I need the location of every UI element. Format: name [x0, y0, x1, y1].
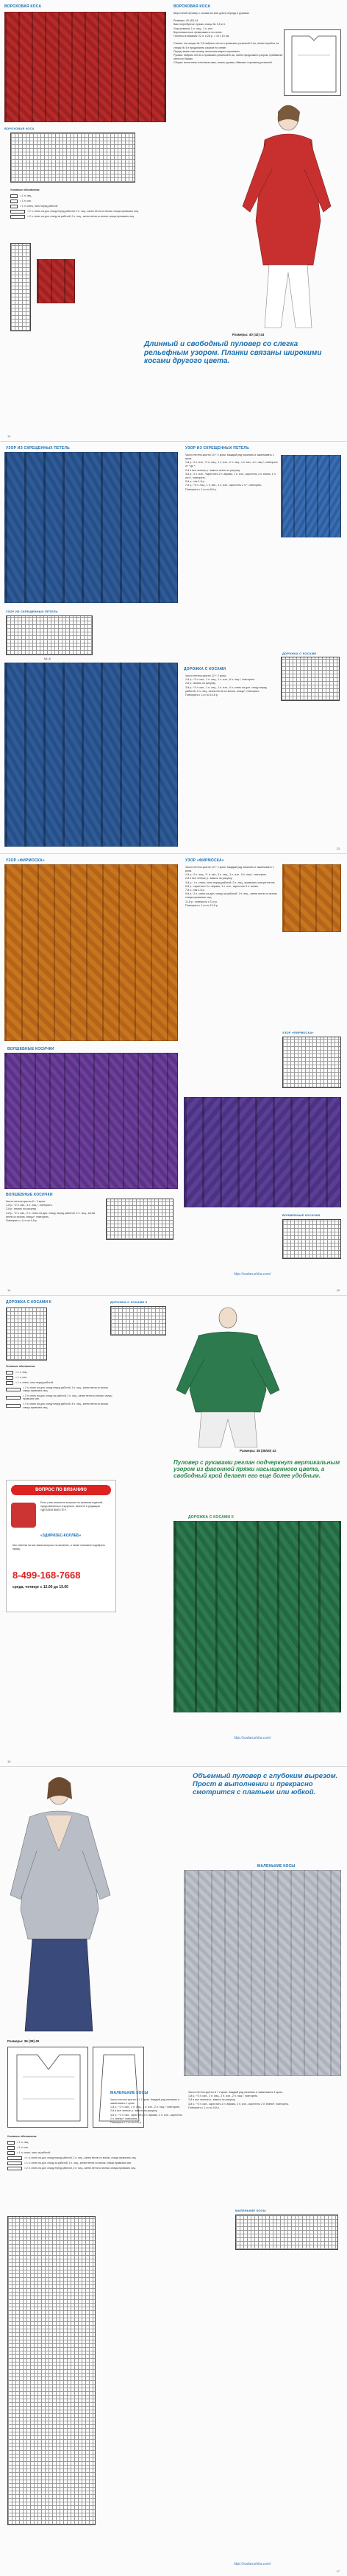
sizes-label: Размеры: 36 (38) 40 — [7, 2039, 40, 2043]
knit-swatch-photo-2 — [4, 663, 178, 847]
magazine-page-2 — [0, 442, 347, 854]
legend-symbol — [7, 2167, 22, 2170]
instructions-text-2: Число петель кратно 12 + 2 кром. 1-й р.: *2 п. изн., 1 п. лиц., 1 п. изн., 8 п. лиц.*, повторять. 2-й р.: вязать по рисунку. 3-й р.: *2 п. изн., 1 п. лиц., 1 п. изн., 4 п. снять на доп. спицу перед работой, 4 п. лиц., затем петли со вспом. спицы*, повторять. Повторять с 1-го по 10-й р. — [185, 674, 267, 697]
instructions-text: Число петель кратно 8 + 2 кром. Каждый ряд начинать и заканчивать 1 кром. 1-й р.: *2 п. изн., 2 п. лиц., 2 п. изн., 2 п. лиц.*, повторять. 2-й и все четные р.: вязать по рисунку. 3-й р.: *2 п. изн., скрестить 2 п. вправо, 2 п. изн., скрестить 2 п. влево*, повторять. Повторять с 1-го по 4-й р. — [110, 2097, 183, 2124]
knitting-chart-2 — [235, 2215, 338, 2250]
ad-product: «ЗДИРИЗЕС-КОЛЛЕБ» — [40, 1534, 82, 1538]
legend-symbol — [6, 1396, 21, 1400]
legend-text: = 1 п. снять на доп. спицу перед работой, 1 п. лиц., затем петлю со вспом. спицы провязать лиц. — [24, 2156, 137, 2159]
legend-title: Условные обозначения — [7, 2135, 37, 2138]
legend-row — [7, 2141, 154, 2145]
legend-symbol — [7, 2156, 22, 2160]
legend-row — [7, 2151, 154, 2155]
legend-symbol — [7, 2141, 15, 2145]
instructions-text: Число петель кратно 10 + 2 кром. Каждый ряд начинать и заканчивать 1 кром. 1-й р.: 2 п. лиц., *1 п. изн., 3 п. лиц., 1 п. изн., 5 п. лиц.*, повторять. 2-й и все четные р.: вязать по рисунку. 3-й р.: 1 п. снять, нить перед работой, 2 п. лиц., провязать снятую петлю. 5-й р.: скрестить 3 п. вправо, 1 п. изн., скрестить 3 п. влево. 7-й р.: как 1-й р. 9-й р.: 2 п. снять на доп. спицу за работой, 1 п. лиц., затем петли со вспом. спицы провязать лиц. 11-й р.: повторять с 3-го р. Повторять с 1-го по 12-й р. — [185, 865, 278, 907]
chart-title: ДОРОЖКА С КОСАМИ II — [110, 1300, 148, 1304]
side-chart — [10, 243, 31, 331]
legend-text: = 2 п. снять на доп. спицу за работой, 2 п. лиц., затем петли со вспом. спицы провязать лиц. — [27, 214, 135, 218]
ad-badge: ВОПРОС ПО ВЯЗАНИЮ — [11, 1485, 111, 1495]
ad-text: Если у вас возникли вопросы по вязанию изделий, представленных в журнале, звоните в редакцию «ДЕЛАЕМ ВМЕСТЕ». — [40, 1501, 103, 1512]
legend-symbol — [6, 1381, 13, 1385]
section-title: УЗОР «ФИРМОСКА» — [6, 858, 45, 863]
hotline-ad — [6, 1480, 116, 1612]
legend-title: Условные обозначения — [10, 188, 40, 191]
legend-symbol — [10, 210, 25, 214]
chart-title: ДОРОЖКА С КОСАМИ — [282, 652, 317, 655]
legend-row — [6, 1402, 116, 1409]
legend-text: = 1 п. лиц. — [15, 1370, 28, 1374]
legend-row — [10, 210, 166, 214]
model-illustration — [7, 1770, 118, 2035]
legend-text: = 1 п. снять, нить за работой — [17, 2150, 51, 2154]
legend-text: = 1 п. снять на доп. спицу за работой, 1 п. лиц., затем петлю со вспом. спицы провязать изн. — [24, 2161, 132, 2164]
swatch-photo-small — [282, 864, 341, 932]
description-blurb: Пуловер с рукавами реглан подчеркнут вертикальным узором из фасонной пряжи насыщенного цвета, а свободный крой делает его еще более удобным. — [174, 1459, 340, 1480]
right-column — [185, 858, 281, 908]
legend-row — [7, 2146, 154, 2150]
watermark-url[interactable]: http://sudarushka.com/ — [234, 2562, 271, 2566]
legend-row — [6, 1376, 116, 1380]
magazine-page-4 — [0, 1296, 347, 1767]
ad-subtext: Мы ответим на все ваши вопросы по вязанию, а также поможем подобрать пряжу. — [12, 1544, 105, 1551]
chart-label: М1–8 — [44, 657, 51, 660]
legend-row — [10, 205, 166, 208]
garment-schematic — [7, 2047, 88, 2128]
chart-title: УЗОР ИЗ СКРЕЩЕННЫХ ПЕТЕЛЬ — [6, 610, 58, 613]
legend-row — [10, 215, 166, 219]
legend-text: = 1 п. изн. — [15, 1375, 27, 1379]
legend-symbol — [6, 1371, 13, 1375]
page-number: 15 — [336, 1288, 340, 1292]
legend-symbol — [6, 1376, 13, 1380]
magazine-page-1 — [0, 0, 347, 442]
knit-swatch-photo-2 — [4, 1053, 178, 1189]
legend-text: = 1 п. снять, нить перед работой — [15, 1380, 54, 1384]
knit-swatch-photo — [4, 452, 178, 603]
legend-symbol — [7, 2162, 22, 2165]
chart-title: ВОРОХОВАЯ КОСА — [4, 127, 35, 130]
ad-phone[interactable]: 8-499-168-7668 — [12, 1570, 81, 1581]
legend-text: = 2 п. снять на доп. спицу перед работой, 2 п. лиц., затем петли со вспом. спицы провязать лиц. — [27, 209, 139, 213]
detail-swatch-photo — [37, 259, 75, 303]
section-title: ВОРОХОВАЯ КОСА — [174, 4, 211, 9]
magazine-page-5 — [0, 1767, 347, 2576]
page-number: 13 — [336, 846, 340, 850]
page-number: 14 — [7, 1288, 11, 1292]
knit-swatch-photo — [174, 1521, 341, 1712]
chart-title: УЗОР «ФИРМОСКА» — [282, 1031, 314, 1034]
chart-title: ВОЛШЕБНЫЕ КОСИЧКИ — [282, 1213, 321, 1217]
legend-text: = 1 п. изн. — [17, 2145, 29, 2149]
right-column — [174, 4, 284, 66]
section-title: ВОЛШЕБНЫЕ КОСИЧКИ — [7, 1047, 54, 1051]
legend-text: = 2 п. снять на доп. спицу перед работой, 2 п. лиц., затем петли со вспом. спицы провязать лиц. — [24, 2166, 136, 2170]
legend-symbol — [7, 2146, 15, 2150]
legend-symbol — [10, 205, 18, 208]
legend-row — [6, 1394, 116, 1401]
ad-hours: среда, четверг с 12.00 до 15.00 — [12, 1585, 68, 1589]
knitting-chart — [10, 133, 135, 183]
knitting-chart-2 — [110, 1306, 166, 1335]
instructions-text: Шерстяной пуловер с косами во всю длину переда и рукавов. Размеры: 40 (42) 44 Вам потребуется: пряжа, спицы № 3,5 и 4. Узор резинка: 1 п. лиц., 1 п. изн. Вороховая коса: провязывать по схеме. Плотность вязания: 22 п. и 28 р. = 10 x 10 см. Спинка: на спицах № 3,5 набрать петли и провязать резинкой 5 см, затем перейти на спицы № 4 и продолжить узором по схеме. Перед: вязать как спинку, выполняя вырез горловины. Рукава: набрать петли и провязать резинкой 6 см, затем продолжить узором, прибавляя петли по бокам. Сборка: выполнить плечевые швы, вшить рукава, обвязать горловину резинкой. — [174, 11, 283, 65]
legend-title: Условные обозначения — [6, 1365, 35, 1368]
legend-row — [6, 1381, 116, 1385]
legend-symbol — [10, 215, 25, 219]
knitting-chart-2 — [281, 657, 340, 701]
legend-text: = 1 п. лиц. — [20, 194, 32, 197]
left-column — [4, 4, 168, 10]
page-number: 12 — [7, 434, 11, 438]
knitting-chart-2 — [106, 1199, 174, 1240]
section-title: УЗОР ИЗ СКРЕЩЕННЫХ ПЕТЕЛЬ — [6, 446, 70, 451]
section-title: ДОРОЖКА С КОСАМИ II — [6, 1300, 51, 1305]
garment-schematic — [284, 29, 341, 96]
section-title: ДОРОЖКА С КОСАМИ II — [188, 1515, 234, 1520]
knitting-chart-3 — [282, 1219, 341, 1259]
instructions-text: Число петель кратно 10 + 2 кром. Каждый ряд начинать и заканчивать 1 кром. 1-й р.: 2 п. изн., *2 п. лиц., 1 п. изн., 2 п. лиц., 1 п. изн., 4 п. лиц.*, повторять от * до *. 2-й и все четные р.: вязать петли по рисунку. 3-й р.: 2 п. изн., *скрестить 2 п. вправо, 1 п. изн., скрестить 2 п. влево, 1 п. изн.*, повторять. 5-й р.: как 1-й р. 7-й р.: *2 п. лиц., 1 п. изн., 4 п. изн., скрестить 2 п.*, повторять. Повторять с 1-го по 8-й р. — [185, 453, 278, 491]
symbol-legend — [7, 2135, 154, 2172]
section-title: МАЛЕНЬКИЕ КОСЫ — [110, 2091, 149, 2095]
legend-symbol — [7, 2151, 15, 2155]
chart-title: МАЛЕНЬКИЕ КОСЫ — [235, 2209, 266, 2212]
swatch-photo-small — [281, 455, 341, 537]
legend-text: = 2 п. снять на доп. спицу за работой, 1 п. лиц., затем петли со вспом. спицы провязать изн. — [23, 1394, 112, 1401]
legend-text: = 1 п. снять, нить перед работой — [20, 204, 58, 208]
section-title: УЗОР ИЗ СКРЕЩЕННЫХ ПЕТЕЛЬ — [185, 446, 249, 451]
section-title: УЗОР «ФИРМОСКА» — [185, 858, 224, 863]
legend-row — [6, 1371, 116, 1375]
description-blurb: Объемный пуловер с глубоким вырезом. Прост в выполнении и прекрасно смотрится с платьем или юбкой. — [193, 1772, 338, 1796]
description-blurb: Длинный и свободный пуловер со слегка рельефным узором. Планки связаны широкими косами другого цвета. — [144, 340, 322, 365]
legend-row — [7, 2167, 154, 2170]
legend-row — [10, 200, 166, 203]
legend-row — [10, 194, 166, 198]
model-illustration — [169, 1302, 287, 1449]
legend-text: = 2 п. снять на доп. спицу перед работой, 1 п. лиц., затем петли со вспом. спицы провязать лиц. — [23, 1386, 109, 1393]
magazine-page-3 — [0, 854, 347, 1296]
model-illustration — [221, 96, 338, 331]
swatch-photo-3 — [184, 1097, 341, 1207]
legend-text: = 4 п. снять на доп. спицу перед работой, 4 п. лиц., затем петли со вспом. спицы провязать лиц. — [23, 1402, 109, 1409]
instructions-text-2: Число петель кратно 8 + 2 кром. Каждый ряд начинать и заканчивать 1 кром. 1-й р.: *2 п. изн., 2 п. лиц., 2 п. изн., 2 п. лиц.*, повторять. 2-й и все четные р.: вязать по рисунку. 3-й р.: *2 п. изн., скрестить 2 п. вправо, 2 п. изн., скрестить 2 п. влево*, повторять. Повторять с 1-го по 4-й р. — [188, 2091, 289, 2109]
legend-symbol — [6, 1388, 21, 1391]
knitting-chart — [6, 615, 93, 655]
knit-swatch-photo — [184, 1870, 341, 2076]
legend-text: = 1 п. лиц. — [17, 2140, 29, 2144]
legend-row — [7, 2162, 154, 2165]
legend-symbol — [6, 1404, 21, 1408]
middle-column — [110, 2091, 184, 2125]
section-title: ВОРОХОВАЯ КОСА — [4, 4, 42, 9]
page-number: 17 — [336, 2569, 340, 2573]
symbol-legend — [6, 1365, 116, 1411]
knit-swatch-photo — [4, 12, 166, 122]
knitting-chart — [7, 2216, 96, 2525]
knit-swatch-photo — [4, 864, 178, 1041]
symbol-legend — [10, 188, 166, 220]
page-number: 16 — [7, 1759, 11, 1763]
watermark-url[interactable]: http://sudarushka.com/ — [234, 1736, 271, 1740]
section-title: ВОЛШЕБНЫЕ КОСИЧКИ — [6, 1193, 53, 1197]
legend-text: = 1 п. изн. — [20, 199, 32, 202]
legend-symbol — [10, 200, 18, 203]
sizes-label: Размеры: 38 (38/40) 42 — [240, 1449, 276, 1453]
watermark-url[interactable]: http://sudarushka.com/ — [234, 1272, 271, 1277]
section-title: ДОРОЖКА С КОСАМИ — [184, 667, 226, 671]
ad-logo-icon — [11, 1503, 36, 1528]
section-title: МАЛЕНЬКИЕ КОСЫ — [257, 1864, 296, 1869]
legend-row — [7, 2156, 154, 2160]
knitting-chart — [282, 1037, 341, 1088]
sizes-label: Размеры: 40 (42) 44 — [232, 333, 265, 336]
instructions-text-2: Число петель кратно 6 + 2 кром. 1-й р.: *2 п. изн., 4 п. лиц.*, повторять. 2-й р.: вязать по рисунку. 3-й р.: *2 п. изн., 2 п. снять на доп. спицу перед работой, 2 п. лиц., затем петли со вспом. спицы*, повторять. Повторять с 1-го по 4-й р. — [6, 1200, 96, 1223]
legend-symbol — [10, 194, 18, 198]
legend-row — [6, 1386, 116, 1393]
knitting-chart — [6, 1308, 47, 1361]
